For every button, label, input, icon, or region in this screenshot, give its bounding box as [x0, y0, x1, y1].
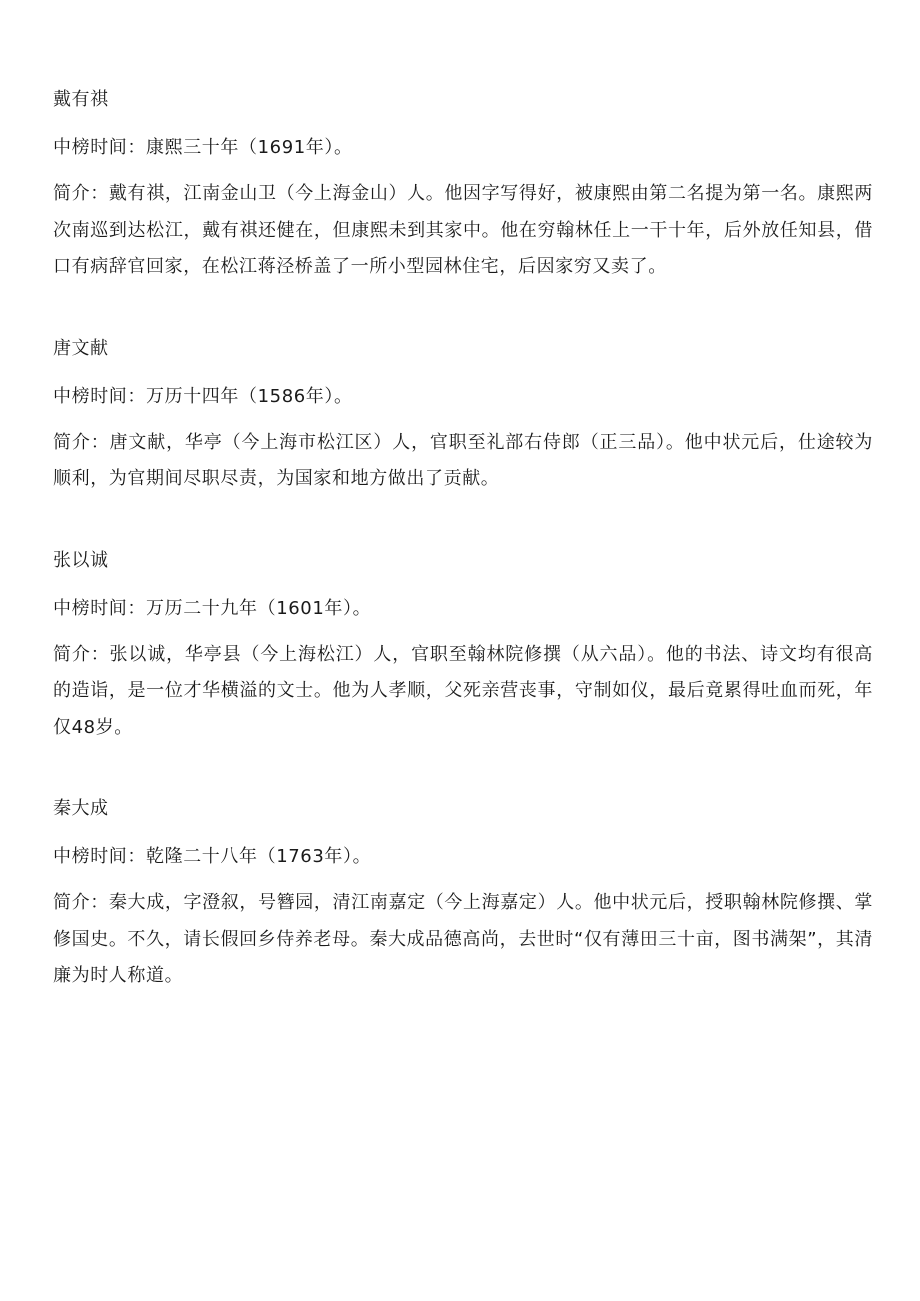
- entry-intro: [53, 637, 873, 747]
- entry-name: 戴有祺: [53, 89, 109, 110]
- entry-name: 秦大成: [53, 798, 109, 819]
- entry-name: 张以诚: [53, 549, 109, 571]
- date-value: 乾隆二十八年（1763年）。: [146, 846, 372, 867]
- intro-text: 秦大成，字澄叙，号簪园，清江南嘉定（今上海嘉定）人。他中状元后，授职翰林院修撰、掌修国史。不久，请长假回乡侍养老母。秦大成品德高尚，去世时“仅有薄田三十亩，图书满架”，其清廉为时人称道。: [53, 892, 873, 986]
- intro-label: 简介：: [53, 892, 109, 913]
- date-label: 中榜时间：: [53, 137, 146, 158]
- entry-date-line: [53, 379, 873, 414]
- date-label: 中榜时间：: [53, 385, 146, 407]
- date-value: 康熙三十年（1691年）。: [146, 137, 353, 158]
- intro-text: 戴有祺，江南金山卫（今上海金山）人。他因字写得好，被康熙由第二名提为第一名。康熙两次南巡到达松江，戴有祺还健在，但康熙未到其家中。他在穷翰林任上一干十年，后外放任知县，借口有病辞官回家，在松江蒋泾桥盖了一所小型园林住宅，后因家穷又卖了。: [53, 183, 873, 277]
- entry-date-line: [53, 839, 873, 874]
- date-value: 万历十四年（1586年）。: [146, 385, 353, 407]
- intro-label: 简介：: [53, 431, 110, 453]
- entry-intro: [53, 885, 873, 995]
- entry-zhang-yicheng: [53, 543, 873, 747]
- entry-intro: [53, 176, 873, 286]
- date-label: 中榜时间：: [53, 846, 146, 867]
- intro-label: 简介：: [53, 183, 109, 204]
- entry-date-line: [53, 130, 873, 165]
- entry-dai-youqi: [53, 82, 873, 286]
- date-value: 万历二十九年（1601年）。: [146, 597, 372, 619]
- entry-qin-dacheng: [53, 791, 873, 995]
- document-page: [53, 82, 873, 995]
- intro-text: 张以诚，华亭县（今上海松江）人，官职至翰林院修撰（从六品）。他的书法、诗文均有很高的造诣，是一位才华横溢的文士。他为人孝顺，父死亲营丧事，守制如仪，最后竟累得吐血而死，年仅48岁。: [53, 643, 873, 738]
- entry-name: 唐文献: [53, 337, 109, 359]
- date-label: 中榜时间：: [53, 597, 146, 619]
- intro-text: 唐文献，华亭（今上海市松江区）人，官职至礼部右侍郎（正三品）。他中状元后，仕途较为顺利，为官期间尽职尽责，为国家和地方做出了贡献。: [53, 431, 873, 489]
- entry-tang-wenxian: [53, 331, 873, 498]
- intro-label: 简介：: [53, 643, 110, 665]
- entry-intro: [53, 425, 873, 498]
- entry-date-line: [53, 591, 873, 626]
